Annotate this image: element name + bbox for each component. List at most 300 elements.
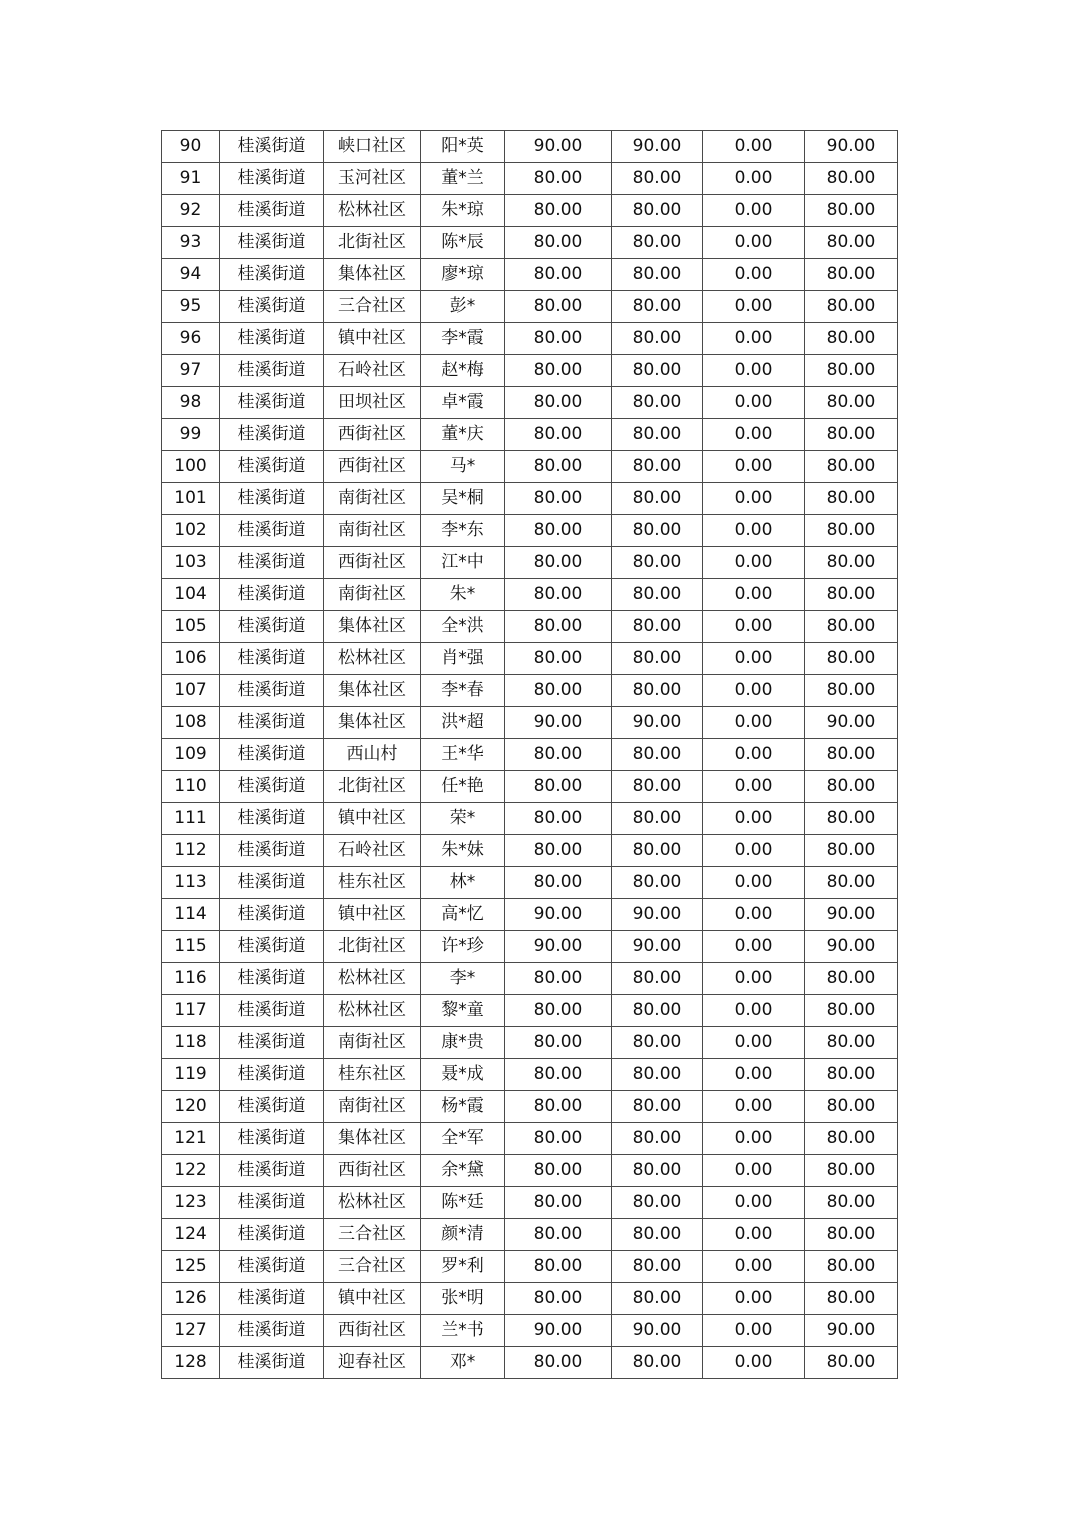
name-cell: 董*庆: [421, 419, 505, 451]
total-amount-cell: 80.00: [805, 611, 898, 643]
paid-amount-cell: 90.00: [612, 1315, 703, 1347]
paid-amount-cell: 80.00: [612, 867, 703, 899]
name-cell: 朱*妹: [421, 835, 505, 867]
name-cell: 兰*书: [421, 1315, 505, 1347]
standard-amount-cell: 80.00: [505, 1059, 612, 1091]
row-number-cell: 93: [162, 227, 220, 259]
deduction-cell: 0.00: [703, 963, 805, 995]
community-cell: 西街社区: [324, 419, 421, 451]
deduction-cell: 0.00: [703, 419, 805, 451]
deduction-cell: 0.00: [703, 1347, 805, 1379]
community-cell: 南街社区: [324, 1027, 421, 1059]
community-cell: 田坝社区: [324, 387, 421, 419]
total-amount-cell: 80.00: [805, 515, 898, 547]
paid-amount-cell: 80.00: [612, 291, 703, 323]
paid-amount-cell: 80.00: [612, 675, 703, 707]
name-cell: 江*中: [421, 547, 505, 579]
table-row: [162, 803, 898, 835]
paid-amount-cell: 80.00: [612, 1219, 703, 1251]
row-number-cell: 107: [162, 675, 220, 707]
street-cell: 桂溪街道: [220, 1091, 324, 1123]
name-cell: 张*明: [421, 1283, 505, 1315]
standard-amount-cell: 80.00: [505, 483, 612, 515]
table-row: [162, 995, 898, 1027]
paid-amount-cell: 80.00: [612, 323, 703, 355]
table-row: [162, 1315, 898, 1347]
table-row: [162, 323, 898, 355]
name-cell: 全*军: [421, 1123, 505, 1155]
deduction-cell: 0.00: [703, 867, 805, 899]
community-cell: 南街社区: [324, 483, 421, 515]
standard-amount-cell: 80.00: [505, 195, 612, 227]
paid-amount-cell: 80.00: [612, 227, 703, 259]
total-amount-cell: 80.00: [805, 1123, 898, 1155]
deduction-cell: 0.00: [703, 1219, 805, 1251]
street-cell: 桂溪街道: [220, 547, 324, 579]
table-row: [162, 355, 898, 387]
community-cell: 三合社区: [324, 1219, 421, 1251]
standard-amount-cell: 80.00: [505, 771, 612, 803]
standard-amount-cell: 80.00: [505, 611, 612, 643]
table-row: [162, 1283, 898, 1315]
deduction-cell: 0.00: [703, 899, 805, 931]
deduction-cell: 0.00: [703, 675, 805, 707]
paid-amount-cell: 80.00: [612, 259, 703, 291]
standard-amount-cell: 80.00: [505, 259, 612, 291]
table-row: [162, 1123, 898, 1155]
paid-amount-cell: 80.00: [612, 547, 703, 579]
street-cell: 桂溪街道: [220, 355, 324, 387]
community-cell: 桂东社区: [324, 1059, 421, 1091]
community-cell: 北街社区: [324, 771, 421, 803]
deduction-cell: 0.00: [703, 1123, 805, 1155]
standard-amount-cell: 80.00: [505, 675, 612, 707]
total-amount-cell: 80.00: [805, 579, 898, 611]
row-number-cell: 127: [162, 1315, 220, 1347]
community-cell: 南街社区: [324, 1091, 421, 1123]
name-cell: 李*: [421, 963, 505, 995]
standard-amount-cell: 90.00: [505, 899, 612, 931]
paid-amount-cell: 80.00: [612, 643, 703, 675]
community-cell: 集体社区: [324, 707, 421, 739]
street-cell: 桂溪街道: [220, 995, 324, 1027]
street-cell: 桂溪街道: [220, 1187, 324, 1219]
table-row: [162, 227, 898, 259]
total-amount-cell: 80.00: [805, 387, 898, 419]
table-row: [162, 259, 898, 291]
street-cell: 桂溪街道: [220, 803, 324, 835]
community-cell: 石岭社区: [324, 835, 421, 867]
total-amount-cell: 80.00: [805, 1187, 898, 1219]
standard-amount-cell: 90.00: [505, 707, 612, 739]
community-cell: 松林社区: [324, 995, 421, 1027]
paid-amount-cell: 80.00: [612, 963, 703, 995]
name-cell: 卓*霞: [421, 387, 505, 419]
paid-amount-cell: 90.00: [612, 131, 703, 163]
table-row: [162, 1347, 898, 1379]
community-cell: 松林社区: [324, 1187, 421, 1219]
total-amount-cell: 80.00: [805, 227, 898, 259]
total-amount-cell: 80.00: [805, 355, 898, 387]
row-number-cell: 92: [162, 195, 220, 227]
paid-amount-cell: 80.00: [612, 995, 703, 1027]
community-cell: 镇中社区: [324, 803, 421, 835]
total-amount-cell: 90.00: [805, 931, 898, 963]
community-cell: 集体社区: [324, 611, 421, 643]
total-amount-cell: 80.00: [805, 835, 898, 867]
street-cell: 桂溪街道: [220, 291, 324, 323]
deduction-cell: 0.00: [703, 739, 805, 771]
community-cell: 松林社区: [324, 963, 421, 995]
total-amount-cell: 80.00: [805, 771, 898, 803]
table-row: [162, 547, 898, 579]
street-cell: 桂溪街道: [220, 259, 324, 291]
row-number-cell: 97: [162, 355, 220, 387]
name-cell: 罗*利: [421, 1251, 505, 1283]
row-number-cell: 121: [162, 1123, 220, 1155]
row-number-cell: 110: [162, 771, 220, 803]
deduction-cell: 0.00: [703, 163, 805, 195]
community-cell: 镇中社区: [324, 1283, 421, 1315]
name-cell: 康*贵: [421, 1027, 505, 1059]
community-cell: 玉河社区: [324, 163, 421, 195]
deduction-cell: 0.00: [703, 291, 805, 323]
row-number-cell: 101: [162, 483, 220, 515]
deduction-cell: 0.00: [703, 483, 805, 515]
community-cell: 镇中社区: [324, 899, 421, 931]
standard-amount-cell: 80.00: [505, 227, 612, 259]
standard-amount-cell: 80.00: [505, 1155, 612, 1187]
deduction-cell: 0.00: [703, 1315, 805, 1347]
table-row: [162, 963, 898, 995]
name-cell: 陈*廷: [421, 1187, 505, 1219]
street-cell: 桂溪街道: [220, 419, 324, 451]
name-cell: 高*忆: [421, 899, 505, 931]
standard-amount-cell: 80.00: [505, 963, 612, 995]
name-cell: 赵*梅: [421, 355, 505, 387]
total-amount-cell: 80.00: [805, 739, 898, 771]
paid-amount-cell: 80.00: [612, 1251, 703, 1283]
street-cell: 桂溪街道: [220, 483, 324, 515]
community-cell: 集体社区: [324, 675, 421, 707]
row-number-cell: 117: [162, 995, 220, 1027]
data-table: [161, 130, 898, 1379]
standard-amount-cell: 80.00: [505, 867, 612, 899]
paid-amount-cell: 80.00: [612, 1091, 703, 1123]
table-row: [162, 1155, 898, 1187]
paid-amount-cell: 90.00: [612, 931, 703, 963]
standard-amount-cell: 80.00: [505, 1027, 612, 1059]
row-number-cell: 126: [162, 1283, 220, 1315]
standard-amount-cell: 80.00: [505, 579, 612, 611]
row-number-cell: 96: [162, 323, 220, 355]
community-cell: 桂东社区: [324, 867, 421, 899]
paid-amount-cell: 80.00: [612, 1059, 703, 1091]
total-amount-cell: 90.00: [805, 707, 898, 739]
total-amount-cell: 80.00: [805, 1155, 898, 1187]
total-amount-cell: 80.00: [805, 1347, 898, 1379]
deduction-cell: 0.00: [703, 451, 805, 483]
deduction-cell: 0.00: [703, 515, 805, 547]
paid-amount-cell: 80.00: [612, 1123, 703, 1155]
row-number-cell: 128: [162, 1347, 220, 1379]
street-cell: 桂溪街道: [220, 867, 324, 899]
total-amount-cell: 80.00: [805, 547, 898, 579]
community-cell: 西山村: [324, 739, 421, 771]
street-cell: 桂溪街道: [220, 515, 324, 547]
row-number-cell: 124: [162, 1219, 220, 1251]
community-cell: 松林社区: [324, 643, 421, 675]
row-number-cell: 106: [162, 643, 220, 675]
total-amount-cell: 80.00: [805, 803, 898, 835]
table-row: [162, 739, 898, 771]
table-row: [162, 163, 898, 195]
deduction-cell: 0.00: [703, 131, 805, 163]
table-row: [162, 643, 898, 675]
table-row: [162, 707, 898, 739]
paid-amount-cell: 80.00: [612, 451, 703, 483]
name-cell: 全*洪: [421, 611, 505, 643]
table-row: [162, 451, 898, 483]
community-cell: 镇中社区: [324, 323, 421, 355]
deduction-cell: 0.00: [703, 1187, 805, 1219]
name-cell: 许*珍: [421, 931, 505, 963]
table-body: [162, 131, 898, 1379]
paid-amount-cell: 80.00: [612, 803, 703, 835]
table-row: [162, 483, 898, 515]
table-row: [162, 1251, 898, 1283]
paid-amount-cell: 80.00: [612, 579, 703, 611]
paid-amount-cell: 80.00: [612, 387, 703, 419]
deduction-cell: 0.00: [703, 1155, 805, 1187]
paid-amount-cell: 80.00: [612, 1347, 703, 1379]
name-cell: 聂*成: [421, 1059, 505, 1091]
row-number-cell: 122: [162, 1155, 220, 1187]
deduction-cell: 0.00: [703, 771, 805, 803]
street-cell: 桂溪街道: [220, 1155, 324, 1187]
table-row: [162, 1187, 898, 1219]
paid-amount-cell: 80.00: [612, 483, 703, 515]
street-cell: 桂溪街道: [220, 611, 324, 643]
name-cell: 洪*超: [421, 707, 505, 739]
name-cell: 彭*: [421, 291, 505, 323]
standard-amount-cell: 80.00: [505, 1219, 612, 1251]
street-cell: 桂溪街道: [220, 1347, 324, 1379]
paid-amount-cell: 80.00: [612, 835, 703, 867]
table-row: [162, 675, 898, 707]
deduction-cell: 0.00: [703, 355, 805, 387]
deduction-cell: 0.00: [703, 995, 805, 1027]
name-cell: 廖*琼: [421, 259, 505, 291]
paid-amount-cell: 80.00: [612, 1155, 703, 1187]
table-row: [162, 515, 898, 547]
name-cell: 邓*: [421, 1347, 505, 1379]
community-cell: 西街社区: [324, 451, 421, 483]
standard-amount-cell: 80.00: [505, 387, 612, 419]
standard-amount-cell: 90.00: [505, 931, 612, 963]
row-number-cell: 108: [162, 707, 220, 739]
paid-amount-cell: 80.00: [612, 1283, 703, 1315]
deduction-cell: 0.00: [703, 1283, 805, 1315]
community-cell: 石岭社区: [324, 355, 421, 387]
standard-amount-cell: 80.00: [505, 1187, 612, 1219]
name-cell: 肖*强: [421, 643, 505, 675]
table-row: [162, 867, 898, 899]
name-cell: 杨*霞: [421, 1091, 505, 1123]
street-cell: 桂溪街道: [220, 739, 324, 771]
deduction-cell: 0.00: [703, 1251, 805, 1283]
deduction-cell: 0.00: [703, 387, 805, 419]
standard-amount-cell: 80.00: [505, 323, 612, 355]
deduction-cell: 0.00: [703, 195, 805, 227]
name-cell: 任*艳: [421, 771, 505, 803]
standard-amount-cell: 80.00: [505, 163, 612, 195]
community-cell: 集体社区: [324, 1123, 421, 1155]
standard-amount-cell: 80.00: [505, 835, 612, 867]
paid-amount-cell: 90.00: [612, 707, 703, 739]
deduction-cell: 0.00: [703, 259, 805, 291]
standard-amount-cell: 80.00: [505, 1283, 612, 1315]
street-cell: 桂溪街道: [220, 163, 324, 195]
community-cell: 三合社区: [324, 291, 421, 323]
deduction-cell: 0.00: [703, 611, 805, 643]
row-number-cell: 105: [162, 611, 220, 643]
name-cell: 李*春: [421, 675, 505, 707]
name-cell: 余*黛: [421, 1155, 505, 1187]
street-cell: 桂溪街道: [220, 579, 324, 611]
table-row: [162, 931, 898, 963]
name-cell: 朱*琼: [421, 195, 505, 227]
row-number-cell: 104: [162, 579, 220, 611]
row-number-cell: 112: [162, 835, 220, 867]
paid-amount-cell: 90.00: [612, 899, 703, 931]
street-cell: 桂溪街道: [220, 1027, 324, 1059]
community-cell: 西街社区: [324, 1155, 421, 1187]
standard-amount-cell: 80.00: [505, 739, 612, 771]
total-amount-cell: 80.00: [805, 1283, 898, 1315]
paid-amount-cell: 80.00: [612, 195, 703, 227]
total-amount-cell: 90.00: [805, 1315, 898, 1347]
table-row: [162, 419, 898, 451]
paid-amount-cell: 80.00: [612, 739, 703, 771]
total-amount-cell: 80.00: [805, 1219, 898, 1251]
standard-amount-cell: 80.00: [505, 515, 612, 547]
row-number-cell: 109: [162, 739, 220, 771]
street-cell: 桂溪街道: [220, 931, 324, 963]
row-number-cell: 119: [162, 1059, 220, 1091]
table-row: [162, 131, 898, 163]
table-row: [162, 1219, 898, 1251]
community-cell: 南街社区: [324, 579, 421, 611]
total-amount-cell: 80.00: [805, 451, 898, 483]
name-cell: 荣*: [421, 803, 505, 835]
name-cell: 李*霞: [421, 323, 505, 355]
row-number-cell: 102: [162, 515, 220, 547]
street-cell: 桂溪街道: [220, 1059, 324, 1091]
street-cell: 桂溪街道: [220, 387, 324, 419]
standard-amount-cell: 80.00: [505, 547, 612, 579]
name-cell: 马*: [421, 451, 505, 483]
name-cell: 颜*清: [421, 1219, 505, 1251]
deduction-cell: 0.00: [703, 707, 805, 739]
standard-amount-cell: 80.00: [505, 995, 612, 1027]
total-amount-cell: 80.00: [805, 291, 898, 323]
table-row: [162, 771, 898, 803]
standard-amount-cell: 80.00: [505, 291, 612, 323]
standard-amount-cell: 80.00: [505, 1091, 612, 1123]
row-number-cell: 111: [162, 803, 220, 835]
table-row: [162, 1027, 898, 1059]
total-amount-cell: 90.00: [805, 899, 898, 931]
street-cell: 桂溪街道: [220, 451, 324, 483]
standard-amount-cell: 80.00: [505, 419, 612, 451]
standard-amount-cell: 80.00: [505, 1123, 612, 1155]
deduction-cell: 0.00: [703, 1091, 805, 1123]
total-amount-cell: 80.00: [805, 259, 898, 291]
deduction-cell: 0.00: [703, 1027, 805, 1059]
street-cell: 桂溪街道: [220, 835, 324, 867]
total-amount-cell: 80.00: [805, 483, 898, 515]
standard-amount-cell: 80.00: [505, 1251, 612, 1283]
total-amount-cell: 80.00: [805, 675, 898, 707]
community-cell: 迎春社区: [324, 1347, 421, 1379]
community-cell: 北街社区: [324, 227, 421, 259]
row-number-cell: 125: [162, 1251, 220, 1283]
standard-amount-cell: 80.00: [505, 643, 612, 675]
street-cell: 桂溪街道: [220, 771, 324, 803]
street-cell: 桂溪街道: [220, 1123, 324, 1155]
street-cell: 桂溪街道: [220, 1315, 324, 1347]
table-row: [162, 835, 898, 867]
paid-amount-cell: 80.00: [612, 515, 703, 547]
standard-amount-cell: 80.00: [505, 1347, 612, 1379]
total-amount-cell: 80.00: [805, 195, 898, 227]
community-cell: 三合社区: [324, 1251, 421, 1283]
row-number-cell: 91: [162, 163, 220, 195]
row-number-cell: 120: [162, 1091, 220, 1123]
row-number-cell: 99: [162, 419, 220, 451]
paid-amount-cell: 80.00: [612, 1027, 703, 1059]
name-cell: 董*兰: [421, 163, 505, 195]
standard-amount-cell: 80.00: [505, 451, 612, 483]
community-cell: 南街社区: [324, 515, 421, 547]
deduction-cell: 0.00: [703, 227, 805, 259]
deduction-cell: 0.00: [703, 323, 805, 355]
row-number-cell: 114: [162, 899, 220, 931]
paid-amount-cell: 80.00: [612, 771, 703, 803]
table-row: [162, 195, 898, 227]
community-cell: 西街社区: [324, 1315, 421, 1347]
street-cell: 桂溪街道: [220, 195, 324, 227]
total-amount-cell: 80.00: [805, 163, 898, 195]
name-cell: 吴*桐: [421, 483, 505, 515]
street-cell: 桂溪街道: [220, 707, 324, 739]
row-number-cell: 115: [162, 931, 220, 963]
name-cell: 王*华: [421, 739, 505, 771]
row-number-cell: 118: [162, 1027, 220, 1059]
table-row: [162, 899, 898, 931]
standard-amount-cell: 90.00: [505, 131, 612, 163]
community-cell: 北街社区: [324, 931, 421, 963]
deduction-cell: 0.00: [703, 547, 805, 579]
street-cell: 桂溪街道: [220, 1219, 324, 1251]
total-amount-cell: 80.00: [805, 1091, 898, 1123]
deduction-cell: 0.00: [703, 1059, 805, 1091]
deduction-cell: 0.00: [703, 579, 805, 611]
total-amount-cell: 80.00: [805, 643, 898, 675]
table-row: [162, 291, 898, 323]
row-number-cell: 116: [162, 963, 220, 995]
